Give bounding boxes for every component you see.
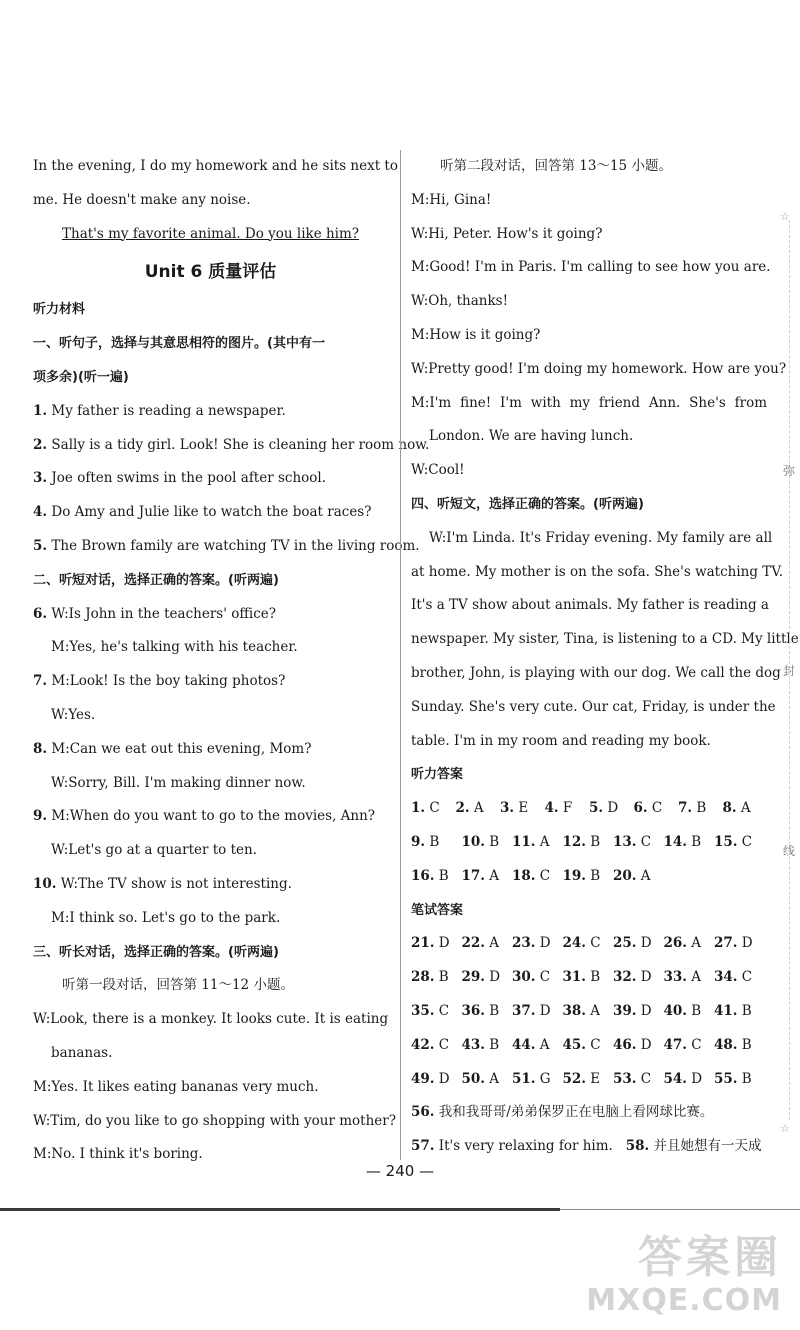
star-icon: ☆ xyxy=(780,210,790,223)
unit-title: Unit 6 质量评估 xyxy=(144,262,277,283)
star-icon: ☆ xyxy=(780,1122,790,1135)
intro-line-3 xyxy=(33,218,388,252)
answer-number: 1. xyxy=(411,800,426,817)
margin-mark-3: 线 xyxy=(783,844,796,858)
answer-letter: B xyxy=(741,1070,752,1087)
answer-item xyxy=(563,995,614,1029)
passage-line-4: newspaper. My sister, Tina, is listening to a CD. My little xyxy=(411,631,799,648)
answer-letter: B xyxy=(741,1036,752,1053)
answer-row xyxy=(411,1029,767,1063)
answer-item xyxy=(613,860,664,894)
answer-number: 49. xyxy=(411,1070,435,1087)
dialogue-2-line-6: W:Pretty good! I'm doing my homework. How are you? xyxy=(411,360,787,377)
answer-number: 38. xyxy=(562,1002,586,1019)
answer-number: 20. xyxy=(613,867,637,884)
answer-item xyxy=(411,961,462,995)
answer-letter: D xyxy=(438,935,450,952)
answer-row xyxy=(411,826,767,860)
answer-item xyxy=(714,826,765,860)
answer-letter: C xyxy=(539,969,551,986)
answer-item xyxy=(462,961,513,995)
answer-letter: D xyxy=(691,1070,703,1087)
dialogue-1-line-4: W:Tim, do you like to go shopping with your mother? xyxy=(33,1112,396,1129)
answer-item xyxy=(500,792,545,826)
answer-item xyxy=(664,927,715,961)
answer-letter: B xyxy=(691,1002,702,1019)
answer-item xyxy=(545,792,590,826)
right-column xyxy=(411,150,799,1164)
answer-item xyxy=(563,826,614,860)
answer-letter: B xyxy=(438,867,449,884)
dialogue-1-line-5: M:No. I think it's boring. xyxy=(33,1146,203,1163)
answer-number: 45. xyxy=(562,1036,586,1053)
section-2-heading: 二、听短对话，选择正确的答案。(听两遍) xyxy=(33,572,279,588)
answer-item xyxy=(462,1029,513,1063)
section-4-heading: 四、听短文，选择正确的答案。(听两遍) xyxy=(411,496,644,512)
dialogue-2-line-7: M:I'm fine! I'm with my friend Ann. She's from xyxy=(411,394,767,411)
answer-letter: C xyxy=(691,1036,702,1053)
answer-letter: C xyxy=(640,1070,652,1087)
answer-item xyxy=(613,826,664,860)
answer-number: 2. xyxy=(455,800,470,817)
dialogue-2-line-2: W:Hi, Peter. How's it going? xyxy=(411,225,603,242)
answer-number: 36. xyxy=(461,1002,485,1019)
answer-number: 19. xyxy=(562,867,586,884)
answer-item xyxy=(411,995,462,1029)
answer-letter: A xyxy=(539,1036,550,1053)
answer-number: 44. xyxy=(512,1036,536,1053)
dialogue-2-line-8: London. We are having lunch. xyxy=(429,428,634,445)
answer-number: 14. xyxy=(663,833,687,850)
answer-number: 25. xyxy=(613,935,637,952)
dialogue-2-line-1: M:Hi, Gina! xyxy=(411,191,492,208)
answer-letter: C xyxy=(741,969,753,986)
answer-item xyxy=(634,792,679,826)
question-2: 2. Sally is a tidy girl. Look! She is cleaning her room now. xyxy=(33,436,430,453)
answer-item xyxy=(664,1063,715,1097)
answer-letter: B xyxy=(590,969,601,986)
dialogue-2-line-5: M:How is it going? xyxy=(411,326,541,343)
answer-number: 23. xyxy=(512,935,536,952)
answer-letter: D xyxy=(640,969,652,986)
answer-letter: C xyxy=(429,800,440,817)
answer-item xyxy=(411,792,456,826)
answer-57-58: 57. It's very relaxing for him. 58. 并且她想有一天成 xyxy=(411,1138,762,1155)
answer-number: 11. xyxy=(512,833,536,850)
answer-letter: C xyxy=(640,833,652,850)
question-10-line-a: 10. W:The TV show is not interesting. xyxy=(33,875,292,892)
answer-item xyxy=(664,961,715,995)
answer-number: 7. xyxy=(678,800,693,817)
answer-item xyxy=(411,826,462,860)
answer-number: 22. xyxy=(461,935,485,952)
answer-number: 50. xyxy=(461,1070,485,1087)
answer-item xyxy=(411,1063,462,1097)
answer-item xyxy=(512,961,563,995)
section-1-heading-line-2: 项多余)(听一遍) xyxy=(33,369,129,385)
section-1-heading-line-1: 一、听句子，选择与其意思相符的图片。(其中有一 xyxy=(33,336,325,352)
section-3-heading: 三、听长对话，选择正确的答案。(听两遍) xyxy=(33,944,279,960)
answer-number: 46. xyxy=(613,1036,637,1053)
answer-item xyxy=(456,792,501,826)
question-5: 5. The Brown family are watching TV in the living room. xyxy=(33,537,420,554)
answer-item xyxy=(714,995,765,1029)
answer-letter: F xyxy=(562,800,573,817)
answer-number: 10. xyxy=(461,833,485,850)
answer-letter: B xyxy=(741,1002,752,1019)
answer-letter: B xyxy=(429,833,440,850)
answer-number: 6. xyxy=(633,800,648,817)
answer-letter: C xyxy=(438,1002,450,1019)
margin-mark-1: 弥 xyxy=(783,464,796,478)
answer-letter: D xyxy=(489,969,501,986)
answer-item xyxy=(613,1063,664,1097)
answer-row xyxy=(411,860,767,894)
answer-letter: C xyxy=(741,833,753,850)
answer-letter: A xyxy=(590,1002,601,1019)
answer-number: 51. xyxy=(512,1070,536,1087)
answer-letter: D xyxy=(741,935,753,952)
answer-letter: B xyxy=(489,833,500,850)
answer-number: 27. xyxy=(714,935,738,952)
dialogue-2-intro: 听第二段对话，回答第 13～15 小题。 xyxy=(440,158,672,174)
answer-letter: A xyxy=(691,969,702,986)
dialogue-1-line-1: W:Look, there is a monkey. It looks cute. It is eating xyxy=(33,1011,389,1028)
margin-mark-2: 封 xyxy=(783,664,796,678)
question-4: 4. Do Amy and Julie like to watch the boat races? xyxy=(33,504,372,521)
answer-number: 32. xyxy=(613,969,637,986)
passage-line-5: brother, John, is playing with our dog. We call the dog xyxy=(411,664,781,681)
answer-item xyxy=(462,1063,513,1097)
answer-number: 17. xyxy=(461,867,485,884)
question-6-line-a: 6. W:Is John in the teachers' office? xyxy=(33,605,277,622)
question-9-line-b: W:Let's go at a quarter to ten. xyxy=(51,842,257,859)
answer-number: 29. xyxy=(461,969,485,986)
answer-number: 33. xyxy=(663,969,687,986)
answer-letter: E xyxy=(590,1070,601,1087)
bottom-rule-thin xyxy=(560,1209,800,1210)
answer-56: 56. 我和我哥哥/弟弟保罗正在电脑上看网球比赛。 xyxy=(411,1104,714,1121)
answer-item xyxy=(678,792,723,826)
answer-letter: B xyxy=(590,833,601,850)
answer-row xyxy=(411,792,767,826)
written-answers-heading: 笔试答案 xyxy=(411,902,464,918)
answer-letter: A xyxy=(489,867,500,884)
answer-item xyxy=(613,995,664,1029)
answer-item xyxy=(462,995,513,1029)
answer-item xyxy=(664,1029,715,1063)
written-answers xyxy=(411,927,767,1096)
bottom-rule xyxy=(0,1208,560,1211)
dialogue-2-line-4: W:Oh, thanks! xyxy=(411,293,508,310)
answer-letter: B xyxy=(438,969,449,986)
question-7-line-b: W:Yes. xyxy=(51,706,96,723)
answer-item xyxy=(462,826,513,860)
answer-number: 54. xyxy=(663,1070,687,1087)
answer-number: 28. xyxy=(411,969,435,986)
intro-line-2: me. He doesn't make any noise. xyxy=(33,191,251,208)
answer-item xyxy=(563,1029,614,1063)
question-8-line-b: W:Sorry, Bill. I'm making dinner now. xyxy=(51,774,306,791)
intro-line-1: In the evening, I do my homework and he sits next to xyxy=(33,158,398,174)
answer-item xyxy=(563,927,614,961)
dialogue-2-line-3: M:Good! I'm in Paris. I'm calling to see how you are. xyxy=(411,259,771,276)
answer-number: 13. xyxy=(613,833,637,850)
answer-letter: A xyxy=(489,935,500,952)
answer-number: 24. xyxy=(562,935,586,952)
watermark-logo xyxy=(586,1232,782,1318)
answer-item xyxy=(664,826,715,860)
listening-answers-heading: 听力答案 xyxy=(411,767,464,783)
answer-number: 55. xyxy=(714,1070,738,1087)
answer-number: 12. xyxy=(562,833,586,850)
watermark-cn: 答案圈 xyxy=(638,1232,782,1283)
answer-number: 15. xyxy=(714,833,738,850)
answer-number: 5. xyxy=(589,800,604,817)
answer-letter: B xyxy=(590,867,601,884)
answer-letter: A xyxy=(640,867,651,884)
answer-number: 52. xyxy=(562,1070,586,1087)
answer-item xyxy=(714,1063,765,1097)
answer-letter: C xyxy=(438,1036,450,1053)
answer-letter: D xyxy=(607,800,619,817)
answer-number: 43. xyxy=(461,1036,485,1053)
listening-answers xyxy=(411,792,767,893)
answer-number: 31. xyxy=(562,969,586,986)
dialogue-1-line-3: M:Yes. It likes eating bananas very much. xyxy=(33,1078,319,1095)
answer-letter: D xyxy=(640,1002,652,1019)
answer-number: 40. xyxy=(663,1002,687,1019)
answer-number: 35. xyxy=(411,1002,435,1019)
answer-number: 9. xyxy=(411,833,426,850)
answer-item xyxy=(411,1029,462,1063)
answer-item xyxy=(512,1063,563,1097)
question-7-line-a: 7. M:Look! Is the boy taking photos? xyxy=(33,673,286,690)
answer-letter: B xyxy=(489,1002,500,1019)
answer-number: 26. xyxy=(663,935,687,952)
question-8-line-a: 8. M:Can we eat out this evening, Mom? xyxy=(33,740,312,757)
answer-number: 42. xyxy=(411,1036,435,1053)
answer-item xyxy=(563,1063,614,1097)
page-number: — 240 — xyxy=(365,1162,435,1180)
answer-row xyxy=(411,995,767,1029)
answer-row xyxy=(411,927,767,961)
answer-letter: G xyxy=(539,1070,551,1087)
dialogue-1-line-2: bananas. xyxy=(51,1044,113,1061)
answer-item xyxy=(411,927,462,961)
answer-number: 53. xyxy=(613,1070,637,1087)
answer-letter: C xyxy=(651,800,663,817)
answer-item xyxy=(613,1029,664,1063)
passage-line-1: W:I'm Linda. It's Friday evening. My family are all xyxy=(429,529,773,546)
answer-item xyxy=(512,860,563,894)
answer-letter: B xyxy=(691,833,702,850)
listening-material-heading: 听力材料 xyxy=(33,302,86,318)
answer-number: 48. xyxy=(714,1036,738,1053)
watermark-url: MXQE.COM xyxy=(586,1283,782,1318)
answer-letter: A xyxy=(473,800,484,817)
answer-number: 3. xyxy=(500,800,515,817)
answer-letter: B xyxy=(696,800,707,817)
answer-letter: A xyxy=(489,1070,500,1087)
answer-number: 37. xyxy=(512,1002,536,1019)
answer-item xyxy=(714,1029,765,1063)
answer-number: 21. xyxy=(411,935,435,952)
answer-item xyxy=(462,927,513,961)
answer-number: 8. xyxy=(722,800,737,817)
question-1: 1. My father is reading a newspaper. xyxy=(33,402,286,419)
answer-item xyxy=(714,927,765,961)
answer-number: 47. xyxy=(663,1036,687,1053)
question-3: 3. Joe often swims in the pool after school. xyxy=(33,470,327,487)
passage-line-3: It's a TV show about animals. My father is reading a xyxy=(411,597,769,614)
answer-item xyxy=(563,860,614,894)
answer-number: 30. xyxy=(512,969,536,986)
answer-item xyxy=(512,1029,563,1063)
answer-number: 41. xyxy=(714,1002,738,1019)
intro-line-3-text: That's my favorite animal. Do you like him? xyxy=(62,225,360,242)
question-6-line-b: M:Yes, he's talking with his teacher. xyxy=(51,639,298,656)
answer-row xyxy=(411,961,767,995)
answer-letter: D xyxy=(438,1070,450,1087)
answer-letter: D xyxy=(640,935,652,952)
passage-line-2: at home. My mother is on the sofa. She's watching TV. xyxy=(411,563,783,580)
answer-item xyxy=(563,961,614,995)
answer-row xyxy=(411,1063,767,1097)
dialogue-2-line-9: W:Cool! xyxy=(411,462,465,479)
answer-item xyxy=(462,860,513,894)
answer-letter: D xyxy=(640,1036,652,1053)
answer-letter: C xyxy=(590,935,601,952)
answer-letter: A xyxy=(539,833,550,850)
answer-item xyxy=(714,961,765,995)
answer-number: 39. xyxy=(613,1002,637,1019)
answer-number: 4. xyxy=(544,800,559,817)
dialogue-1-intro: 听第一段对话，回答第 11～12 小题。 xyxy=(62,977,294,994)
answer-letter: B xyxy=(489,1036,500,1053)
answer-letter: A xyxy=(691,935,702,952)
answer-number: 34. xyxy=(714,969,738,986)
answer-letter: A xyxy=(740,800,751,817)
answer-number: 18. xyxy=(512,867,536,884)
answer-letter: C xyxy=(590,1036,601,1053)
question-9-line-a: 9. M:When do you want to go to the movies, Ann? xyxy=(33,808,376,825)
answer-item xyxy=(512,927,563,961)
answer-item xyxy=(512,826,563,860)
answer-item xyxy=(613,961,664,995)
answer-item xyxy=(512,995,563,1029)
answer-number: 16. xyxy=(411,867,435,884)
answer-letter: D xyxy=(539,935,551,952)
answer-letter: D xyxy=(539,1002,551,1019)
answer-letter: C xyxy=(539,867,551,884)
answer-item xyxy=(411,860,462,894)
answer-item xyxy=(664,995,715,1029)
answer-item xyxy=(723,792,768,826)
answer-letter: E xyxy=(518,800,529,817)
passage-line-7: table. I'm in my room and reading my book. xyxy=(411,732,711,749)
answer-item xyxy=(589,792,634,826)
question-10-line-b: M:I think so. Let's go to the park. xyxy=(51,909,281,926)
column-divider xyxy=(400,150,401,1160)
answer-item xyxy=(613,927,664,961)
passage-line-6: Sunday. She's very cute. Our cat, Friday, is under the xyxy=(411,698,776,715)
